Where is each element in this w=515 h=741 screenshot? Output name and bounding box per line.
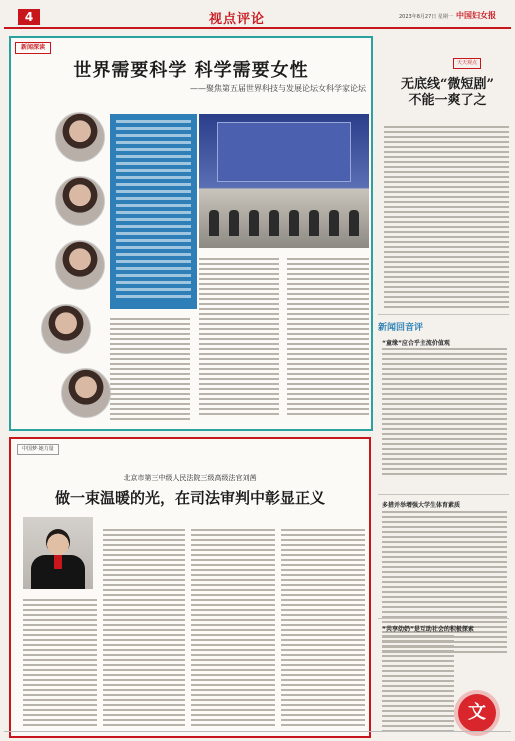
article-column-2: [199, 258, 279, 418]
echo-heading-2: 多措并举增强大学生体育素质: [382, 502, 461, 509]
profile-column-2: [191, 529, 275, 729]
feature-title: 世界需要科学 科学需要女性: [73, 60, 309, 81]
judge-portrait: [23, 517, 93, 589]
profile-article: [9, 437, 371, 738]
wen-badge-button[interactable]: 文: [458, 694, 496, 732]
divider: [378, 314, 509, 315]
scientist-portrait-4: [41, 304, 91, 354]
profile-column-1: [103, 529, 185, 729]
feature-article: [9, 36, 373, 431]
scientist-portrait-2: [55, 176, 105, 226]
echo-body-3: [382, 635, 454, 735]
opinion-title-line2: 不能一爽了之: [408, 93, 487, 108]
profile-flag: 中国梦·她力量: [17, 444, 59, 455]
echo-heading-1: “童缘”应合乎主流价值观: [382, 340, 450, 347]
forum-photo: [199, 114, 369, 248]
profile-title: 做一束温暖的光，在司法审判中彰显正义: [54, 489, 325, 507]
profile-bio: [23, 599, 97, 729]
profile-kicker: 北京市第三中级人民法院三级高级法官刘茜: [123, 474, 257, 482]
scientist-portrait-5: [61, 368, 111, 418]
divider: [378, 618, 509, 619]
scientist-portrait-1: [55, 112, 105, 162]
page-footer: [4, 731, 511, 739]
masthead-logo: 中国妇女报: [456, 10, 496, 20]
opinion-body: [384, 126, 509, 311]
issue-date: 2023年8月27日 星期一: [399, 14, 453, 20]
page-number: 4: [18, 9, 40, 25]
echo-heading-3: “共享幼奶”是互助社会的积极探索: [382, 626, 474, 633]
opinion-title-line1: 无底线“微短剧”: [401, 77, 494, 92]
intro-text-block: [110, 114, 197, 309]
profile-column-3: [281, 529, 365, 729]
article-column-3: [287, 258, 369, 418]
section-title: 视点评论: [209, 12, 266, 27]
feature-flag: 新闻深读: [15, 42, 51, 54]
article-column-1: [110, 318, 190, 423]
scientist-portrait-3: [55, 240, 105, 290]
opinion-title: [384, 77, 511, 109]
page-header: [4, 5, 511, 29]
opinion-flag: 天天观点: [453, 58, 481, 69]
news-echo-section: 新闻回音评: [378, 323, 424, 333]
divider: [378, 494, 509, 495]
feature-subtitle: ——聚焦第五届世界科技与发展论坛女科学家论坛: [190, 84, 366, 93]
echo-body-1: [382, 348, 507, 478]
